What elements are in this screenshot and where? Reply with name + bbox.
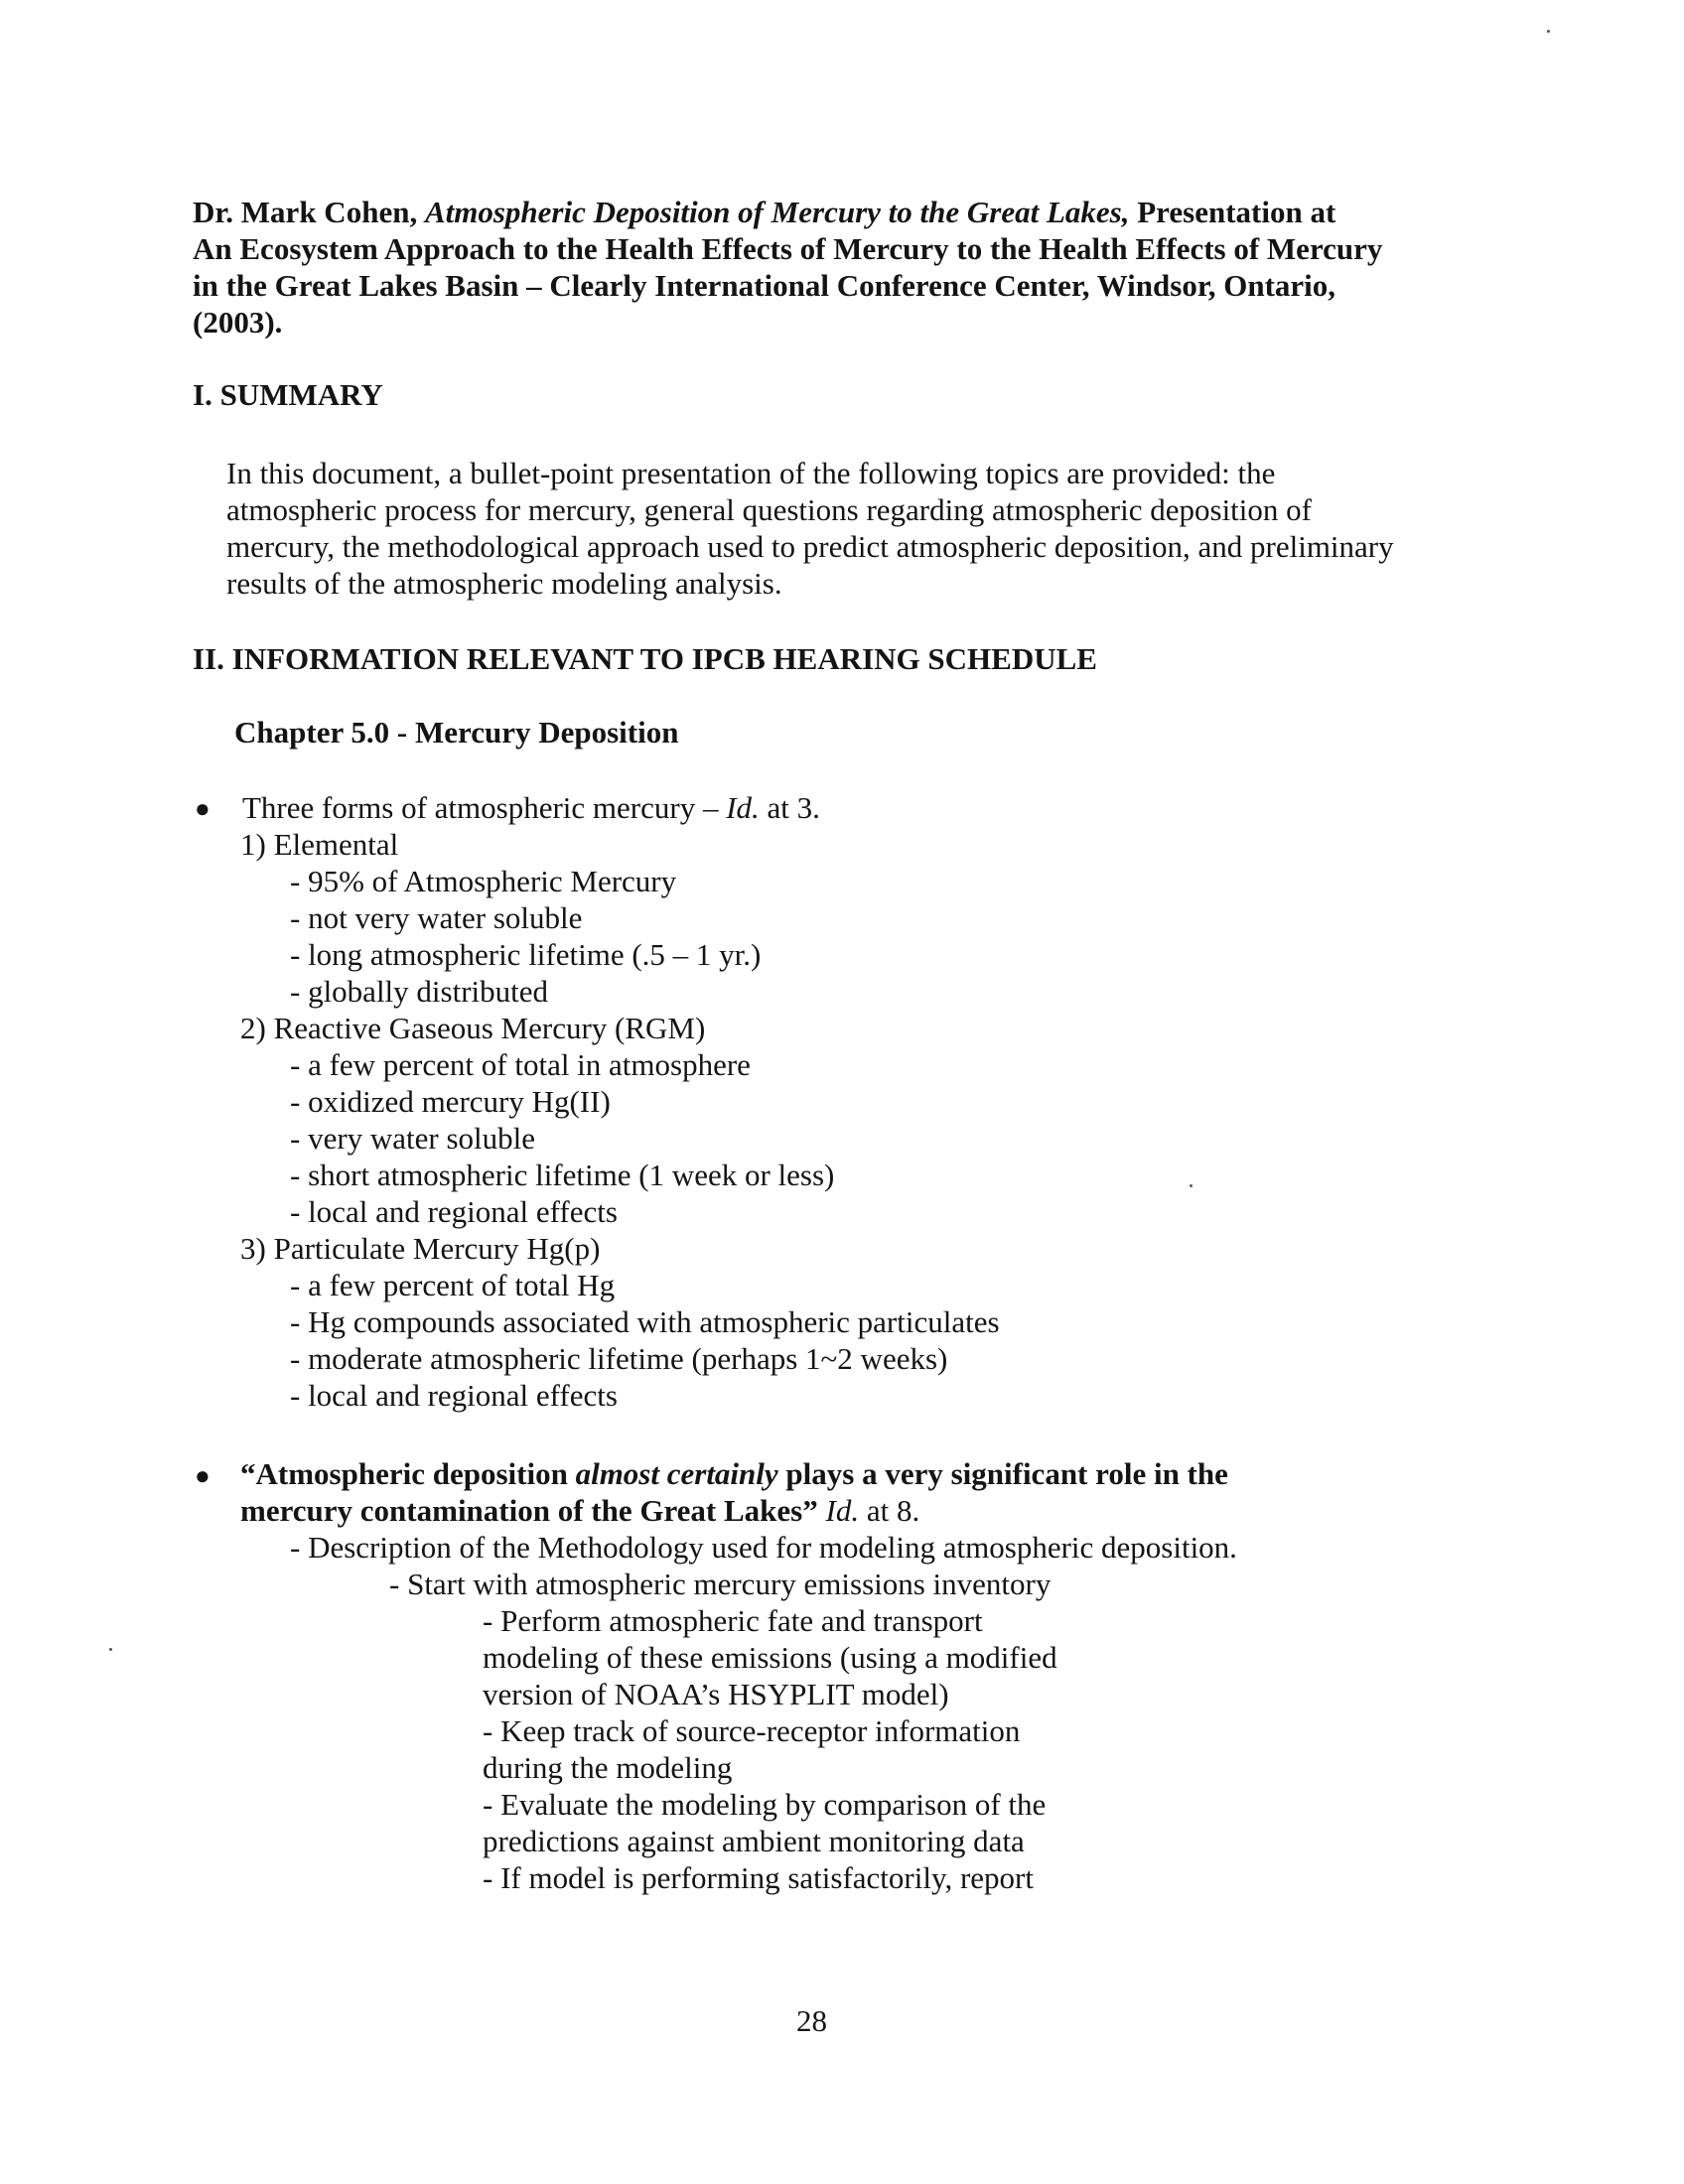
- bullet-2-quote-c: mercury contamination of the Great Lakes”: [240, 1493, 818, 1528]
- bullet-2-quote-emphasis: almost certainly: [575, 1456, 778, 1491]
- chapter-heading: Chapter 5.0 - Mercury Deposition: [234, 715, 679, 750]
- citation-line1-tail: Presentation at: [1137, 195, 1336, 229]
- scan-speck: [109, 1648, 112, 1651]
- list-item: - very water soluble: [290, 1121, 536, 1156]
- citation-line-2: An Ecosystem Approach to the Health Effects of Mercury to the Health Effects of Mercury: [193, 231, 1383, 266]
- section-heading-ipcb: II. INFORMATION RELEVANT TO IPCB HEARING SCHEDULE: [193, 641, 1097, 676]
- list-item: - short atmospheric lifetime (1 week or less): [290, 1158, 835, 1192]
- bullet-2-line-2: [240, 1492, 919, 1529]
- list-item: - oxidized mercury Hg(II): [290, 1084, 611, 1119]
- methodology-step-line: - Perform atmospheric fate and transport: [483, 1603, 983, 1638]
- page-number: 28: [796, 2003, 827, 2038]
- citation-author: Dr. Mark Cohen,: [193, 195, 418, 229]
- bullet-2-quote-b: plays a very significant role in the: [777, 1456, 1228, 1491]
- section-heading-summary: I. SUMMARY: [193, 377, 383, 412]
- bullet-1-id: Id.: [726, 790, 760, 825]
- bullet-icon: ●: [195, 794, 210, 823]
- methodology-step-line: - Evaluate the modeling by comparison of the: [483, 1787, 1047, 1822]
- list-item: - Hg compounds associated with atmospheric particulates: [290, 1304, 1000, 1339]
- summary-line-4: results of the atmospheric modeling analysis.: [226, 566, 782, 601]
- methodology-start: - Start with atmospheric mercury emissions inventory: [389, 1567, 1052, 1601]
- form-label-elemental: 1) Elemental: [240, 827, 399, 862]
- bullet-2-line-1: [240, 1455, 1228, 1492]
- bullet-1-text: [242, 789, 820, 826]
- methodology-step-line: modeling of these emissions (using a modified: [483, 1640, 1057, 1675]
- bullet-1-tail: at 3.: [759, 790, 820, 825]
- scan-speck: [1547, 30, 1550, 33]
- methodology-step-line: predictions against ambient monitoring data: [483, 1824, 1025, 1858]
- bullet-2-tail: at 8.: [859, 1493, 920, 1528]
- methodology-description: - Description of the Methodology used for modeling atmospheric deposition.: [290, 1530, 1237, 1565]
- form-label-particulate: 3) Particulate Mercury Hg(p): [240, 1231, 601, 1266]
- methodology-step-line: - Keep track of source-receptor information: [483, 1713, 1021, 1748]
- list-item: - a few percent of total in atmosphere: [290, 1047, 751, 1082]
- bullet-icon: ●: [195, 1461, 210, 1490]
- list-item: - moderate atmospheric lifetime (perhaps 1~2 weeks): [290, 1341, 948, 1376]
- list-item: - local and regional effects: [290, 1378, 618, 1413]
- scan-speck: [1190, 1184, 1193, 1187]
- summary-line-3: mercury, the methodological approach used to predict atmospheric deposition, and preliminary: [226, 529, 1394, 564]
- citation-line-4: (2003).: [193, 305, 283, 340]
- list-item: - a few percent of total Hg: [290, 1268, 616, 1302]
- bullet-2-id: Id.: [825, 1493, 860, 1528]
- citation-line-3: in the Great Lakes Basin – Clearly International Conference Center, Windsor, Ontario,: [193, 268, 1336, 303]
- form-label-rgm: 2) Reactive Gaseous Mercury (RGM): [240, 1011, 706, 1045]
- list-item: - local and regional effects: [290, 1194, 618, 1229]
- citation-line-1: [193, 195, 1335, 230]
- list-item: - not very water soluble: [290, 900, 583, 935]
- summary-line-1: In this document, a bullet-point presentation of the following topics are provided: the: [226, 456, 1276, 490]
- citation-work-title: Atmospheric Deposition of Mercury to the Great Lakes,: [424, 195, 1130, 229]
- bullet-1-lead: Three forms of atmospheric mercury –: [242, 790, 727, 825]
- methodology-step-line: - If model is performing satisfactorily, report: [483, 1860, 1034, 1895]
- methodology-step-line: during the modeling: [483, 1750, 733, 1785]
- methodology-step-line: version of NOAA’s HSYPLIT model): [483, 1677, 949, 1711]
- list-item: - long atmospheric lifetime (.5 – 1 yr.): [290, 937, 762, 972]
- summary-line-2: atmospheric process for mercury, general questions regarding atmospheric deposition of: [226, 492, 1312, 527]
- bullet-2-quote-a: “Atmospheric deposition: [240, 1456, 576, 1491]
- list-item: - 95% of Atmospheric Mercury: [290, 864, 677, 898]
- list-item: - globally distributed: [290, 974, 549, 1009]
